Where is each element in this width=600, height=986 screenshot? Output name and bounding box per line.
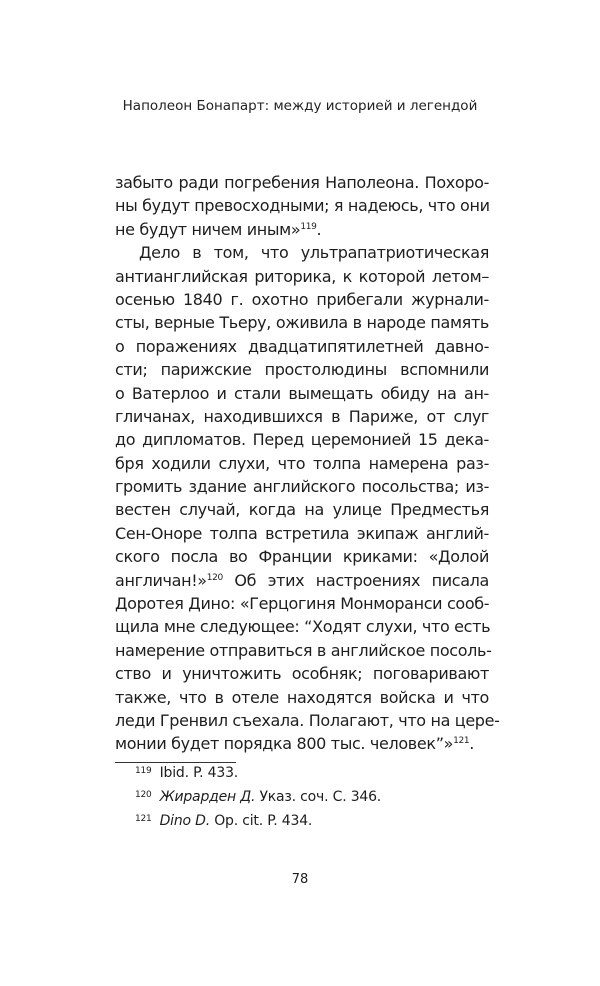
footnote-separator bbox=[115, 762, 236, 763]
text-line bbox=[115, 288, 489, 311]
line-text: осенью 1840 г. охотно прибегали журнали- bbox=[115, 289, 489, 309]
text-line bbox=[115, 171, 489, 194]
text-line bbox=[115, 732, 489, 755]
line-text: Сен-Оноре толпа встретила экипаж англий- bbox=[115, 523, 489, 543]
text-line bbox=[115, 452, 489, 475]
line-text: монии будет порядка 800 тыс. человек”» bbox=[115, 734, 454, 754]
line-text: сты, верные Тьеру, оживила в народе память bbox=[115, 313, 489, 333]
text-line bbox=[115, 569, 489, 592]
line-text: намерение отправиться в английское посоль- bbox=[115, 640, 492, 660]
footnote-text: Op. cit. P. 434. bbox=[209, 813, 313, 829]
footnote-ref: 119 bbox=[300, 221, 317, 232]
line-text: громить здание английского посольства; из- bbox=[115, 477, 489, 497]
footnote-120 bbox=[135, 789, 381, 805]
footnote-ref: 120 bbox=[206, 572, 223, 583]
text-line bbox=[115, 592, 489, 615]
text-line bbox=[115, 475, 489, 498]
line-text: антианглийская риторика, к которой летом– bbox=[115, 266, 489, 286]
line-text: англичан!» bbox=[115, 570, 207, 590]
footnote-121 bbox=[135, 813, 312, 829]
footnote-number: 119 bbox=[135, 766, 152, 776]
text-line bbox=[115, 265, 489, 288]
footnote-119 bbox=[135, 765, 238, 781]
line-text: вестен случай, когда на улице Предместья bbox=[115, 500, 489, 520]
text-line bbox=[115, 358, 489, 381]
line-text: . bbox=[316, 219, 322, 239]
line-text: . bbox=[469, 734, 474, 754]
text-line bbox=[115, 639, 492, 662]
text-line bbox=[115, 428, 489, 451]
footnote-ref: 121 bbox=[453, 736, 470, 747]
line-text: щила мне следующее: “Ходят слухи, что есть bbox=[115, 617, 491, 637]
line-text: гличанах, находившихся в Париже, от слуг bbox=[115, 406, 489, 426]
line-text: также, что в отеле находятся войска и что bbox=[115, 687, 489, 707]
line-text: Об этих настроениях писала bbox=[222, 570, 489, 590]
text-line bbox=[115, 218, 489, 241]
text-line bbox=[115, 709, 500, 732]
line-text: о Ватерлоо и стали вымещать обиду на ан- bbox=[115, 383, 489, 403]
footnote-number: 120 bbox=[135, 790, 152, 800]
body-text bbox=[115, 171, 500, 756]
line-text: ского посла во Франции криками: «Долой bbox=[115, 547, 489, 567]
text-line bbox=[115, 522, 489, 545]
line-text: Дело в том, что ультрапатриотическая bbox=[139, 243, 489, 263]
text-line bbox=[115, 662, 489, 685]
footnote-number: 121 bbox=[135, 814, 152, 824]
text-line bbox=[115, 241, 489, 264]
text-line bbox=[115, 686, 489, 709]
text-line bbox=[115, 382, 489, 405]
line-text: леди Гренвил съехала. Полагают, что на цере- bbox=[115, 710, 500, 730]
line-text: Доротея Дино: «Герцогиня Монморанси сооб- bbox=[115, 594, 490, 614]
text-line bbox=[115, 405, 489, 428]
line-text: ство и уничтожить особняк; поговаривают bbox=[115, 664, 489, 684]
footnote-author: Dino D. bbox=[159, 813, 210, 829]
text-line bbox=[115, 335, 489, 358]
text-line bbox=[115, 545, 489, 568]
line-text: ны будут превосходными; я надеюсь, что они bbox=[115, 196, 490, 216]
page-number: 78 bbox=[291, 872, 309, 887]
running-header: Наполеон Бонапарт: между историей и легендой bbox=[122, 98, 478, 114]
text-line bbox=[115, 615, 489, 638]
line-text: о поражениях двадцатипятилетней давно- bbox=[115, 336, 489, 356]
footnote-text: Указ. соч. С. 346. bbox=[255, 789, 382, 805]
line-text: сти; парижские простолюдины вспомнили bbox=[115, 360, 489, 380]
line-text: не будут ничем иным» bbox=[115, 219, 301, 239]
line-text: до дипломатов. Перед церемонией 15 дека- bbox=[115, 430, 489, 450]
text-line bbox=[115, 498, 489, 521]
text-line bbox=[115, 311, 489, 334]
footnote-text: Ibid. P. 433. bbox=[159, 765, 239, 781]
text-line bbox=[115, 194, 489, 217]
line-text: забыто ради погребения Наполеона. Похоро- bbox=[115, 173, 489, 192]
line-text: бря ходили слухи, что толпа намерена раз- bbox=[115, 453, 489, 473]
footnote-author: Жирарден Д. bbox=[159, 789, 256, 805]
